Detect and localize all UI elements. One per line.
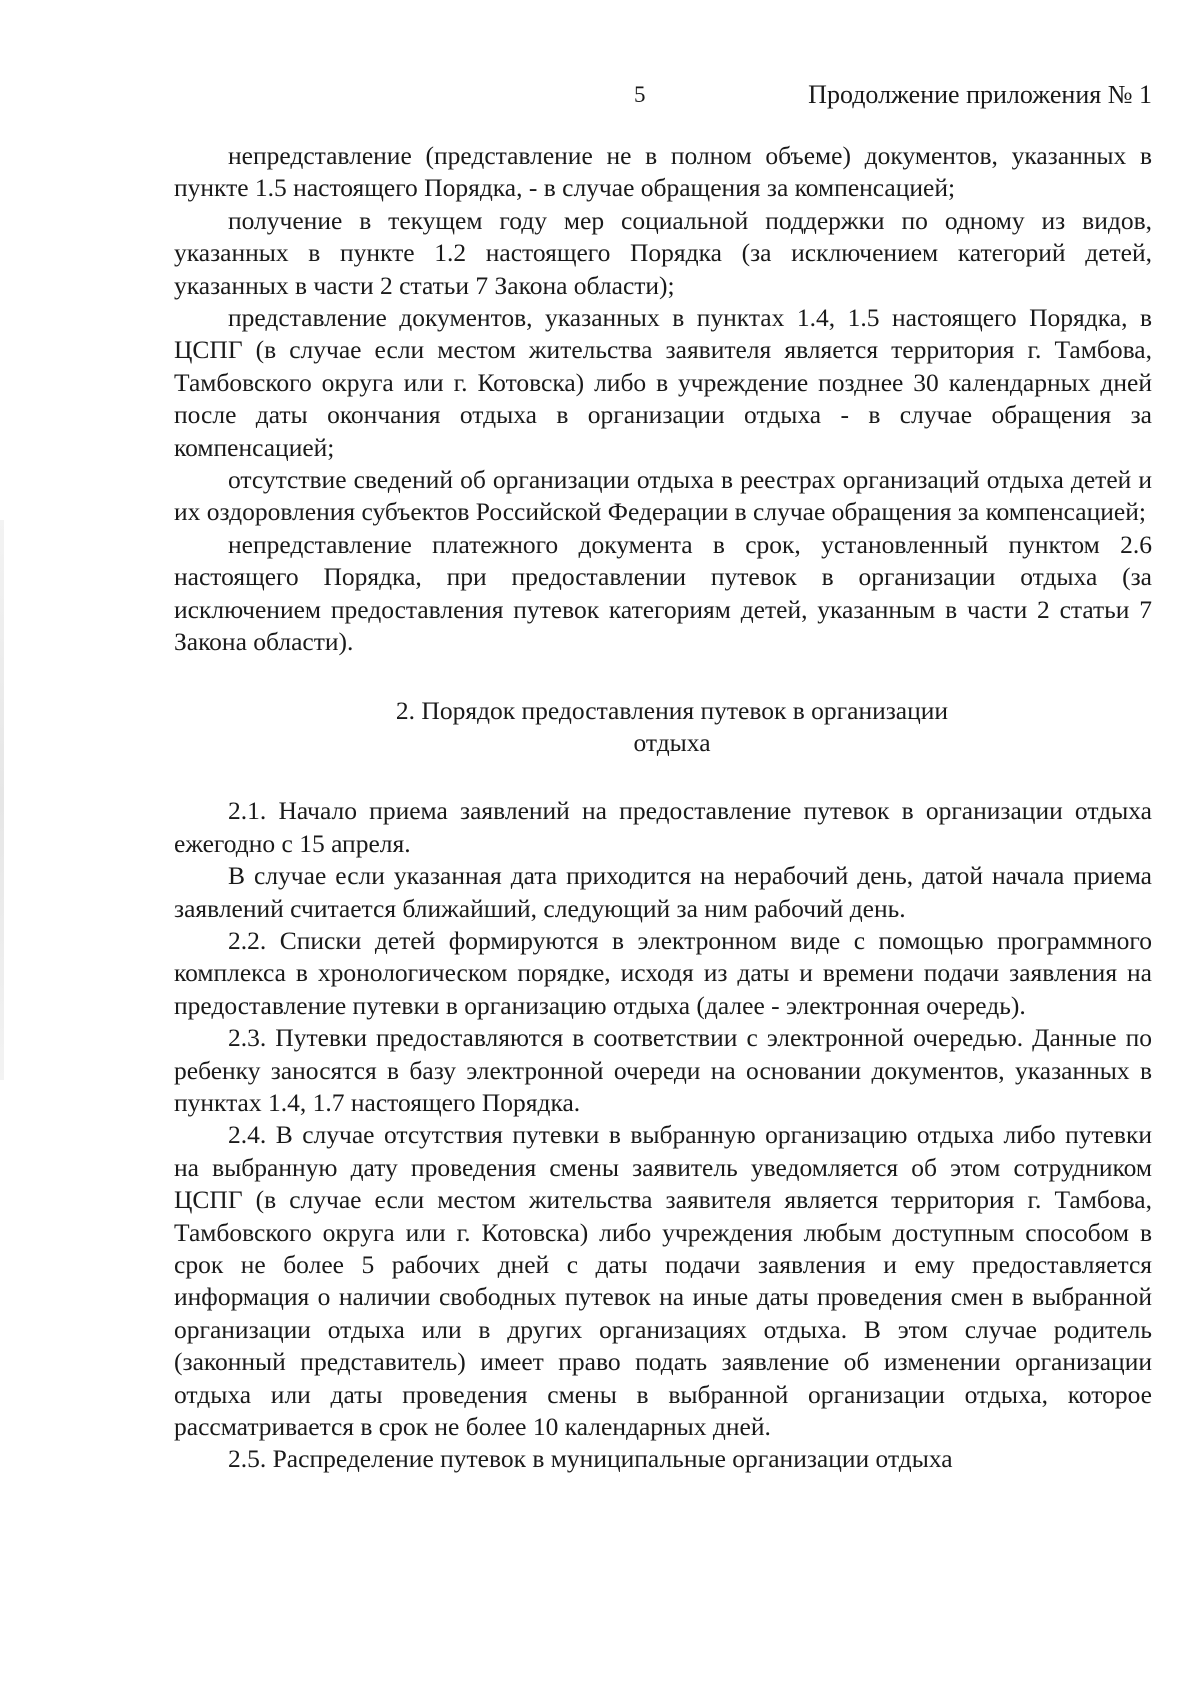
paragraph: 2.4. В случае отсутствия путевки в выбранную организацию отдыха либо путевки на выбранную дату проведения смены заявитель уведомляется об этом сотрудником ЦСПГ (в случае если местом жительства заявителя является территория г. Тамбова, Тамбовского округа или г. Котовска) либо учреждения любым доступным способом в срок не более 5 рабочих дней с даты подачи заявления и ему предоставляется информация о наличии свободных путевок на иные даты проведения смен в выбранной организации отдыха или в других организациях отдыха. В этом случае родитель (законный представитель) имеет право подать заявление об изменении организации отдыха или даты проведения смены в выбранной организации отдыха, которое рассматривается в срок не более 10 календарных дней. [174,1120,1152,1442]
paragraph: 2.2. Списки детей формируются в электронном виде с помощью программного комплекса в хронологическом порядке, исходя из даты и времени подачи заявления на предоставление путевки в организацию отдыха (далее - электронная очередь). [174,925,1152,1020]
section-heading [174,695,1152,760]
scan-edge-mark [0,520,4,1080]
section-heading-line: 2. Порядок предоставления путевок в организации [395,695,949,725]
paragraph: представление документов, указанных в пунктах 1.4, 1.5 настоящего Порядка, в ЦСПГ (в случае если местом жительства заявителя является территория г. Тамбова, Тамбовского округа или г. Котовска) либо в учреждение позднее 30 календарных дней после даты окончания отдыха в организации отдыха - в случае обращения за компенсацией; [174,303,1152,462]
section-heading-line: отдыха [633,727,711,757]
paragraph: 2.5. Распределение путевок в муниципальные организации отдыха [228,1444,953,1474]
paragraph: 2.1. Начало приема заявлений на предоставление путевок в организации отдыха ежегодно с 15 апреля. [174,796,1152,858]
page-number: 5 [634,82,646,107]
appendix-continuation-label: Продолжение приложения № 1 [808,80,1152,109]
paragraph: получение в текущем году мер социальной поддержки по одному из видов, указанных в пункте 1.2 настоящего Порядка (за исключением категорий детей, указанных в части 2 статьи 7 Закона области); [174,205,1152,300]
paragraph: непредставление платежного документа в срок, установленный пунктом 2.6 настоящего Порядка, при предоставлении путевок в организации отдыха (за исключением предоставления путевок категориям детей, указанным в части 2 статьи 7 Закона области). [174,529,1152,657]
paragraph: отсутствие сведений об организации отдыха в реестрах организаций отдыха детей и их оздоровления субъектов Российской Федерации в случае обращения за компенсацией; [174,465,1152,527]
paragraph: В случае если указанная дата приходится на нерабочий день, датой начала приема заявлений считается ближайший, следующий за ним рабочий день. [174,861,1152,923]
paragraph: непредставление (представление не в полном объеме) документов, указанных в пункте 1.5 настоящего Порядка, - в случае обращения за компенсацией; [174,141,1152,203]
document-body [174,140,1152,1476]
paragraph: 2.3. Путевки предоставляются в соответствии с электронной очередью. Данные по ребенку заносятся в базу электронной очереди на основании документов, указанных в пунктах 1.4, 1.7 настоящего Порядка. [174,1023,1152,1117]
